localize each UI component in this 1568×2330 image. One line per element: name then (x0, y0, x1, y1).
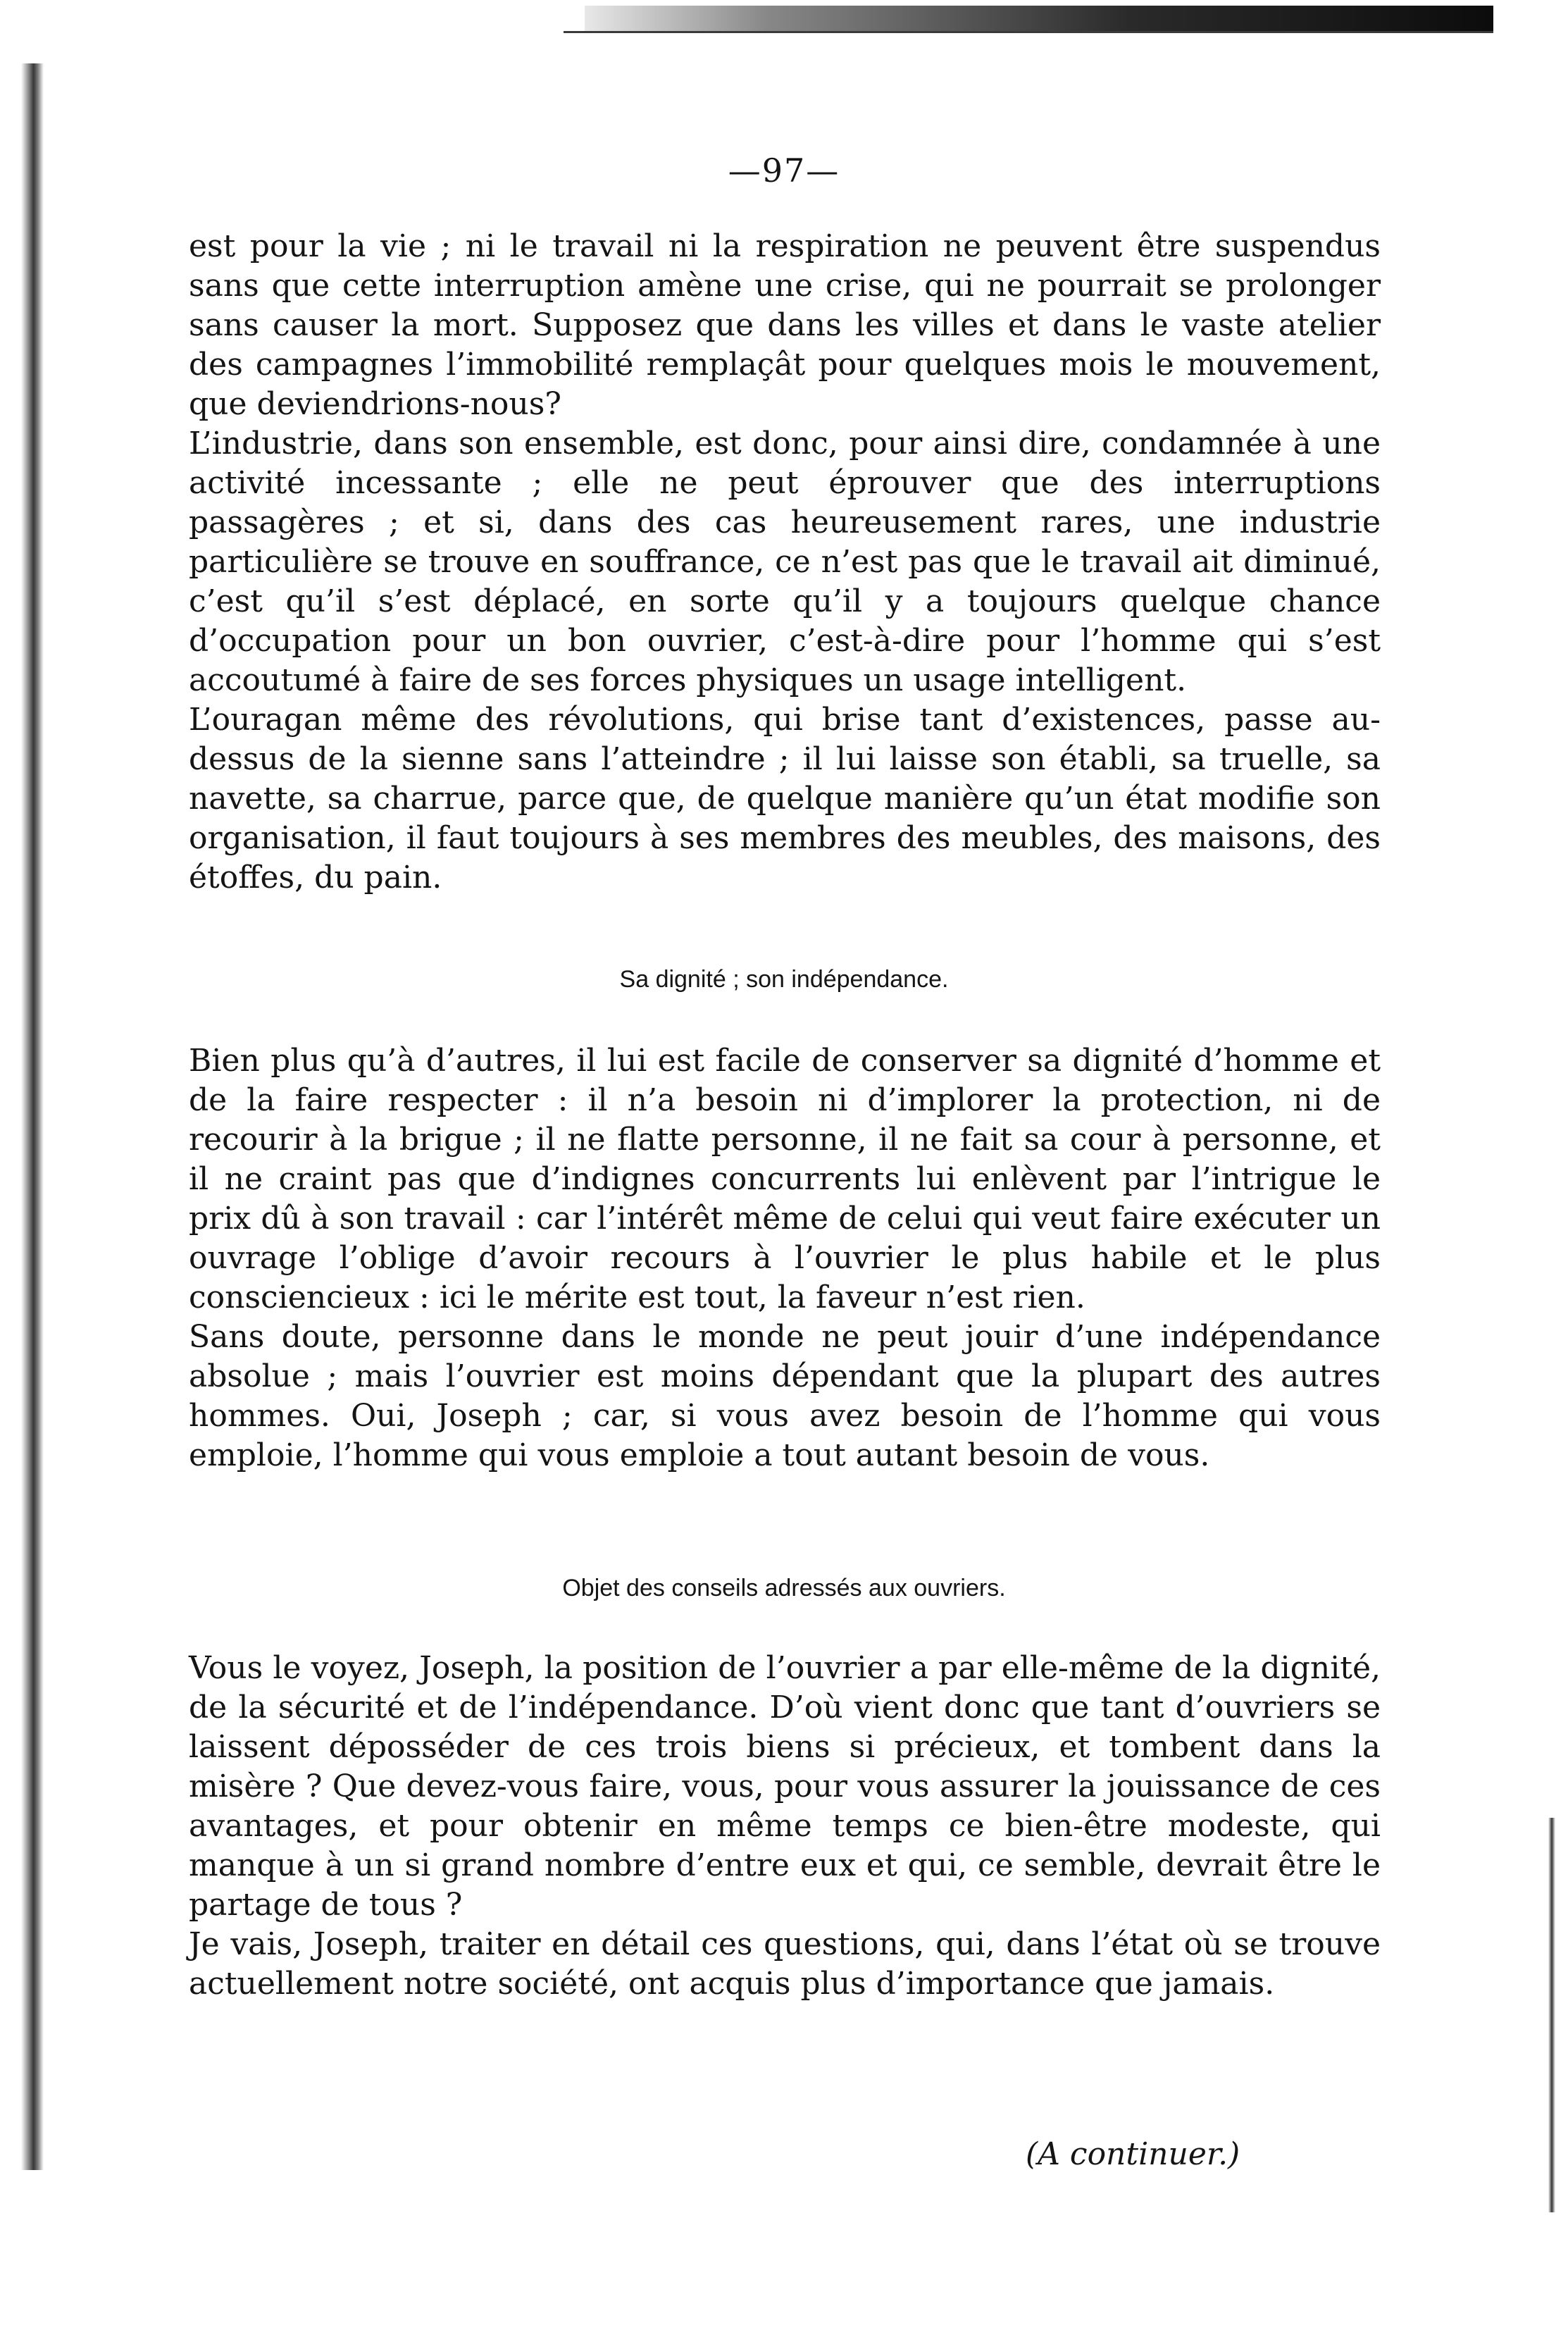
section-heading-advice: Objet des conseils adressés aux ouvriers. (562, 1575, 1006, 1601)
paragraph: Sans doute, personne dans le monde ne peut jouir d’une indépendance absolue ; mais l’ouvrier est moins dépendant que la plupart des autres hommes. Oui, Joseph ; car, si vous avez besoin de l’homme qui vous emploie, l’homme qui vous emploie a tout autant besoin de vous. (189, 1319, 1381, 1473)
paragraph: L’industrie, dans son ensemble, est donc, pour ainsi dire, condamnée à une activité incessante ; elle ne peut éprouver que des interruptions passagères ; et si, dans des cas heureusement rares, une industrie particulière se trouve en souffrance, ce n’est pas que le travail ait diminué, c’est qu’il s’est déplacé, en sorte qu’il y a toujours quelque chance d’occupation pour un bon ouvrier, c’est-à-dire pour l’homme qui s’est accoutumé à faire de ses forces physiques un usage intelligent. (189, 426, 1381, 698)
section-1-body (189, 227, 1381, 898)
page-number: —97— (728, 151, 840, 190)
paragraph: Bien plus qu’à d’autres, il lui est facile de conserver sa dignité d’homme et de la faire respecter : il n’a besoin ni d’implorer la protection, ni de recourir à la brigue ; il ne flatte personne, il ne fait sa cour à personne, et il ne craint pas que d’indignes concurrents lui enlèvent par l’intrigue le prix dû à son travail : car l’intérêt même de celui qui veut faire exécuter un ouvrage l’oblige d’avoir recours à l’ouvrier le plus habile et le plus consciencieux : ici le mérite est tout, la faveur n’est rien. (189, 1043, 1381, 1315)
paragraph: est pour la vie ; ni le travail ni la respiration ne peuvent être suspendus sans que cette interruption amène une crise, qui ne pourrait se prolonger sans causer la mort. Supposez que dans les villes et dans le vaste atelier des campagnes l’immobilité remplaçât pour quelques mois le mouvement, que deviendrions-nous? (189, 228, 1381, 422)
scan-right-edge (1548, 1818, 1555, 2212)
section-heading-dignity: Sa dignité ; son indépendance. (619, 966, 949, 993)
scan-binding-edge (21, 63, 44, 2170)
paragraph: Vous le voyez, Joseph, la position de l’ouvrier a par elle-même de la dignité, de la sécurité et de l’indépendance. D’où vient donc que tant d’ouvriers se laissent déposséder de ces trois biens si précieux, et tombent dans la misère ? Que devez-vous faire, vous, pour vous assurer la jouissance de ces avantages, et pour obtenir en même temps ce bien-être modeste, qui manque à un si grand nombre d’entre eux et qui, ce semble, devrait être le partage de tous ? (189, 1650, 1381, 1923)
section-2-body (189, 1041, 1381, 1475)
section-3-body (189, 1649, 1381, 2004)
paragraph: L’ouragan même des révolutions, qui brise tant d’existences, passe au-dessus de la sienne sans l’atteindre ; il lui laisse son établi, sa truelle, sa navette, sa charrue, parce que, de quelque manière qu’un état modifie son organisation, il faut toujours à ses membres des meubles, des maisons, des étoffes, du pain. (189, 702, 1381, 896)
continuation-note: (A continuer.) (1026, 2136, 1240, 2172)
scan-top-rule (585, 6, 1493, 31)
paragraph: Je vais, Joseph, traiter en détail ces questions, qui, dans l’état où se trouve actuellement notre société, ont acquis plus d’importance que jamais. (189, 1926, 1381, 2002)
